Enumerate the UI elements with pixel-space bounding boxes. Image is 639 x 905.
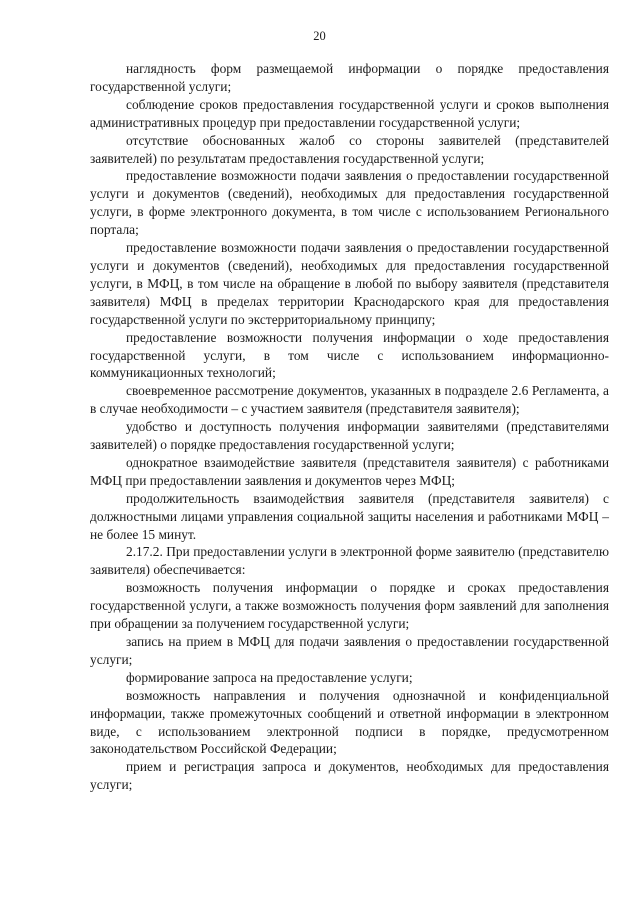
paragraph-electronic-submission: предоставление возможности подачи заявления о предоставлении государственной услуги и документов (сведений), необходимых для предоставления государственной услуги, в форме электронного документа, в том числе с использованием Регионального портала; — [90, 168, 609, 238]
clause-2-17-2: 2.17.2. При предоставлении услуги в электронной форме заявителю (представителю заявителя) обеспечивается: — [90, 544, 609, 578]
paragraph-timely-review: своевременное рассмотрение документов, указанных в подразделе 2.6 Регламента, а в случае необходимости – с участием заявителя (представителя заявителя); — [90, 383, 609, 417]
paragraph-request-registration: прием и регистрация запроса и документов, необходимых для предоставления услуги; — [90, 759, 609, 793]
paragraph-single-interaction: однократное взаимодействие заявителя (представителя заявителя) с работниками МФЦ при предоставлении заявления и документов через МФЦ; — [90, 454, 609, 488]
paragraph-progress-info: предоставление возможности получения информации о ходе предоставления государственной услуги, в том числе с использованием информационно-коммуникационных технологий; — [90, 329, 609, 381]
paragraph-visual-clarity: наглядность форм размещаемой информации о порядке предоставления государственной услуги; — [90, 61, 609, 94]
paragraph-info-and-forms: возможность получения информации о порядке и сроках предоставления государственной услуги, а также возможность получения форм заявлений для заполнения при обращении за получением государственной услуги; — [90, 580, 609, 632]
paragraph-accessibility: удобство и доступность получения информации заявителями (представителями заявителей) о порядке предоставления государственной услуги; — [90, 419, 609, 453]
paragraph-mfc-submission: предоставление возможности подачи заявления о предоставлении государственной услуги и документов (сведений), необходимых для предоставления государственной услуги, в МФЦ, в том числе на обращение в любой по выбору заявителя (представителя заявителя) МФЦ в пределах территории Краснодарского края для предоставления государственной услуги по экстерриториальному принципу; — [90, 240, 609, 327]
paragraph-no-complaints: отсутствие обоснованных жалоб со стороны заявителей (представителей заявителей) по результатам предоставления государственной услуги; — [90, 132, 609, 166]
document-body — [90, 60, 609, 794]
paragraph-interaction-duration: продолжительность взаимодействия заявителя (представителя заявителя) с должностными лицами управления социальной защиты населения и работниками МФЦ – не более 15 минут. — [90, 490, 609, 542]
paragraph-appointment: запись на прием в МФЦ для подачи заявления о предоставлении государственной услуги; — [90, 634, 609, 667]
paragraph-request-forming: формирование запроса на предоставление услуги; — [126, 669, 413, 685]
paragraph-electronic-exchange: возможность направления и получения однозначной и конфиденциальной информации, также промежуточных сообщений и ответной информации в электронном виде, с использованием электронной подписи в порядке, предусмотренном законодательством Российской Федерации; — [90, 687, 609, 757]
page-number: 20 — [313, 29, 326, 43]
paragraph-deadlines: соблюдение сроков предоставления государственной услуги и сроков выполнения административных процедур при предоставлении государственной услуги; — [90, 96, 609, 130]
